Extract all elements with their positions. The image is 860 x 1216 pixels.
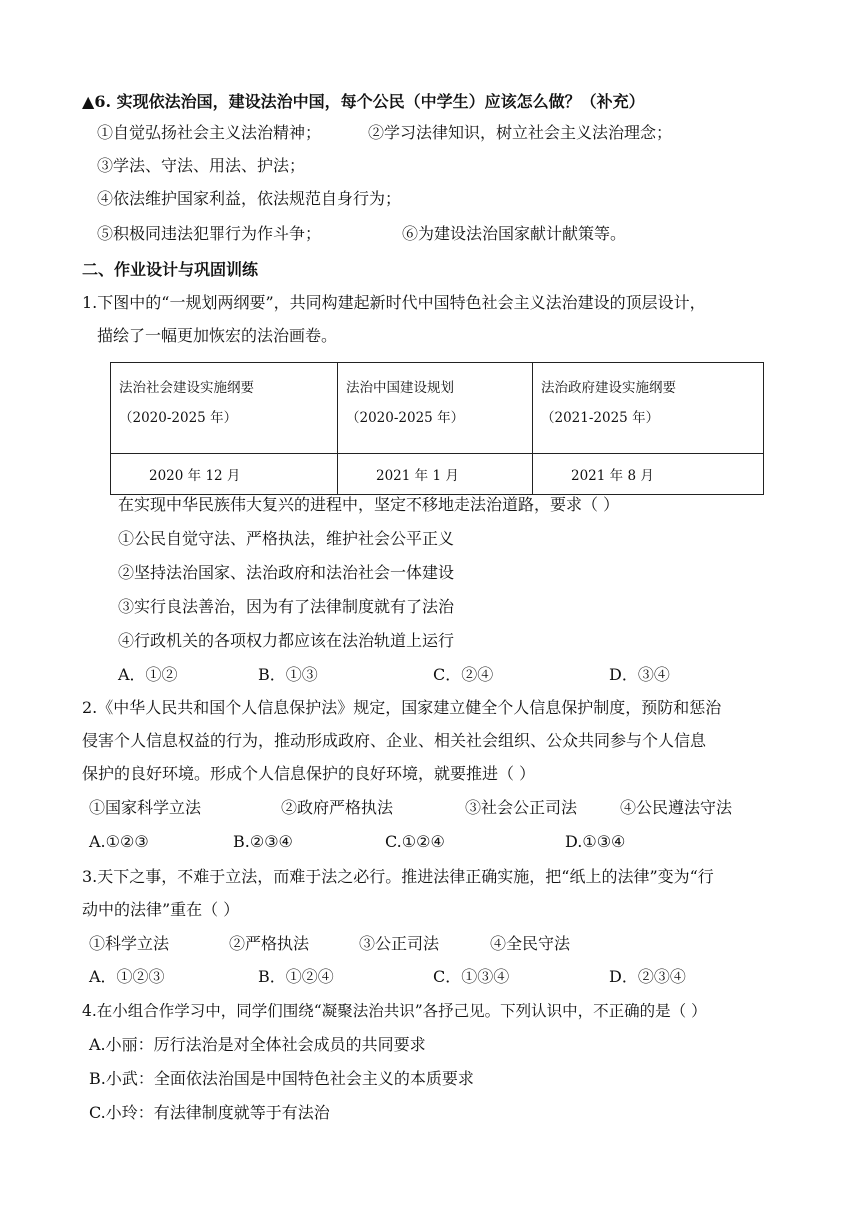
q3-option-b: B．①②④ [258,967,334,986]
table-row [111,454,764,495]
q4-option-a: A.小丽：厉行法治是对全体社会成员的共同要求 [89,1035,426,1054]
table-cell [111,363,338,454]
plan-name: 法治社会建设实施纲要 [119,380,254,396]
section2-title: 二、作业设计与巩固训练 [82,260,259,279]
q4-option-c: C.小玲：有法律制度就等于有法治 [89,1103,330,1122]
q2-option-c: C.①②④ [385,832,445,851]
q1-statement-1: ①公民自觉守法、严格执法，维护社会公平正义 [118,529,455,548]
q3-statement-3: ③公正司法 [359,934,440,953]
q4-stem: 4.在小组合作学习中，同学们围绕“凝聚法治共识”各抒己见。下列认识中，不正确的是（ ） [82,1002,707,1020]
plan-date: 2021 年 1 月 [376,468,459,484]
q1-statement-3: ③实行良法善治，因为有了法律制度就有了法治 [118,597,455,616]
point6-item-3: ③学法、守法、用法、护法； [97,156,306,175]
q2-statement-4: ④公民遵法守法 [620,798,733,817]
point6-item-6: ⑥为建设法治国家献计献策等。 [402,224,627,243]
point6-heading [82,91,645,113]
point6-item-2: ②学习法律知识，树立社会主义法治理念； [368,123,673,142]
q1-stem-line2: 描绘了一幅更加恢宏的法治画卷。 [97,326,338,345]
plan-name: 法治政府建设实施纲要 [541,380,676,396]
q1-option-d: D．③④ [609,665,670,684]
q2-statement-2: ②政府严格执法 [281,798,394,817]
q3-option-a: A．①②③ [89,967,165,986]
table-cell [338,454,533,495]
plan-period: （2021-2025 年） [541,410,660,426]
q2-option-d: D.①③④ [565,832,626,851]
q2-statement-1: ①国家科学立法 [89,798,202,817]
q3-stem-line2: 动中的法律”重在（ ） [82,900,240,919]
q1-statement-2: ②坚持法治国家、法治政府和法治社会一体建设 [118,563,455,582]
table-row [111,363,764,454]
q2-stem-line2: 侵害个人信息权益的行为，推动形成政府、企业、相关社会组织、公众共同参与个人信息 [82,731,707,750]
q4-option-b: B.小武：全面依法治国是中国特色社会主义的本质要求 [89,1069,474,1088]
q2-stem-line1: 2.《中华人民共和国个人信息保护法》规定，国家建立健全个人信息保护制度，预防和惩治 [82,698,722,717]
q1-option-c: C．②④ [433,665,494,684]
q2-stem-line3: 保护的良好环境。形成个人信息保护的良好环境，就要推进（ ） [82,764,536,783]
point6-item-5: ⑤积极同违法犯罪行为作斗争； [97,224,322,243]
table-cell [533,454,764,495]
plan-name: 法治中国建设规划 [346,380,454,396]
q1-option-a: A．①② [118,665,178,684]
table-cell [533,363,764,454]
plan-period: （2020-2025 年） [346,410,465,426]
q3-option-c: C．①③④ [433,967,510,986]
q1-stem-line1: 1.下图中的“一规划两纲要”，共同构建起新时代中国特色社会主义法治建设的顶层设计， [82,293,706,312]
point6-title: 6. 实现依法治国，建设法治中国，每个公民（中学生）应该怎么做？（补充） [94,92,645,111]
q1-option-b: B．①③ [258,665,318,684]
triangle-icon: ▲ [82,92,95,111]
q2-statement-3: ③社会公正司法 [465,798,578,817]
plan-date: 2020 年 12 月 [149,468,241,484]
table-cell [111,454,338,495]
q1-question: 在实现中华民族伟大复兴的进程中，坚定不移地走法治道路，要求（ ） [118,495,620,514]
q2-option-b: B.②③④ [233,832,293,851]
point6-item-1: ①自觉弘扬社会主义法治精神； [97,123,322,142]
q3-option-d: D．②③④ [609,967,686,986]
q3-statement-4: ④全民守法 [490,934,571,953]
q3-statement-2: ②严格执法 [229,934,310,953]
q1-statement-4: ④行政机关的各项权力都应该在法治轨道上运行 [118,631,455,650]
plan-date: 2021 年 8 月 [571,468,654,484]
table-cell [338,363,533,454]
q3-stem-line1: 3.天下之事，不难于立法，而难于法之必行。推进法律正确实施，把“纸上的法律”变为“行 [82,867,714,886]
q2-option-a: A.①②③ [89,832,149,851]
point6-item-4: ④依法维护国家利益，依法规范自身行为； [97,189,402,208]
plan-period: （2020-2025 年） [119,410,238,426]
q3-statement-1: ①科学立法 [89,934,170,953]
plans-table [110,362,764,495]
